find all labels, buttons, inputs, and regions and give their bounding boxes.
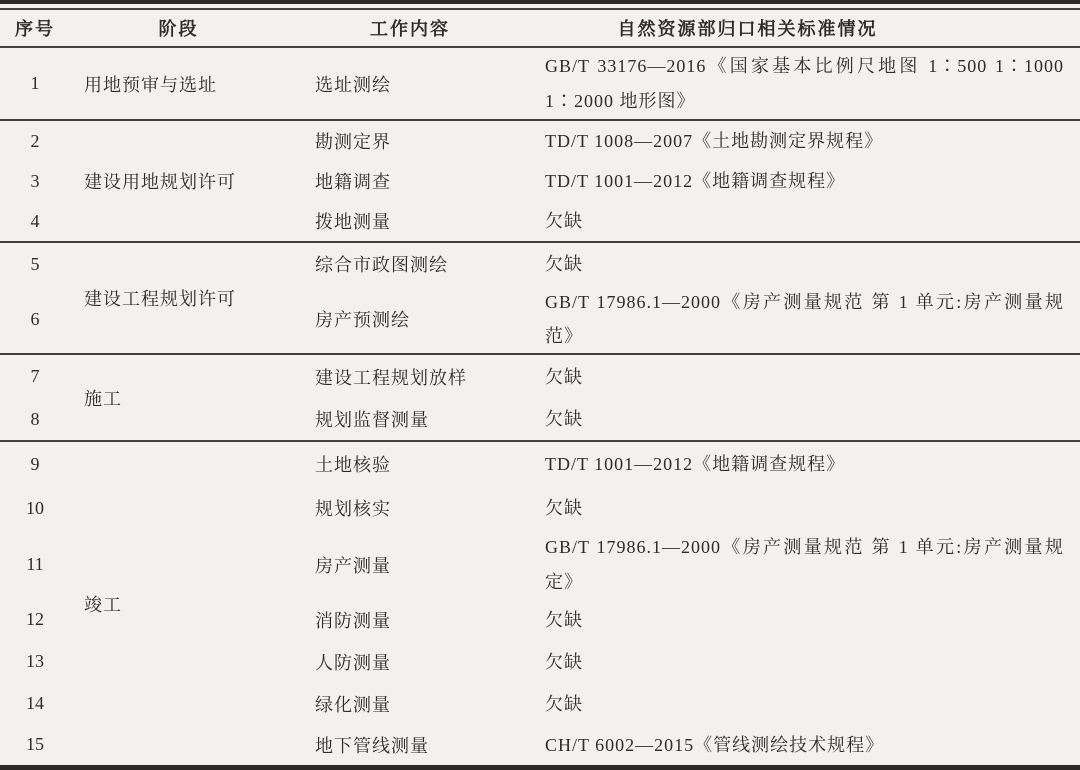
table-row [0,354,1080,398]
work-cell: 勘测定界 [305,120,535,161]
standard-cell: GB/T 33176—2016《国家基本比例尺地图 1∶500 1∶1000 1∶2000 地形图》 [535,47,1080,120]
work-cell: 土地核验 [305,441,535,486]
standard-cell: 欠缺 [545,693,583,714]
row-no: 14 [26,693,44,714]
table-row [0,441,1080,486]
row-no: 13 [26,651,44,672]
work-cell: 拨地测量 [315,212,391,232]
row-no: 11 [26,554,44,575]
standard-cell: TD/T 1008—2007《土地勘测定界规程》 [535,120,1080,161]
work-cell: 人防测量 [315,652,391,673]
stage-cell: 建设工程规划许可 [70,242,305,354]
row-no: 3 [30,170,40,191]
column-header-no: 序号 [0,10,70,47]
work-cell: 消防测量 [315,610,391,631]
work-cell: 综合市政图测绘 [305,242,535,285]
work-cell: 选址测绘 [305,47,535,120]
standard-cell: TD/T 1001—2012《地籍调查规程》 [545,170,846,191]
column-header-standard: 自然资源部归口相关标准情况 [535,10,1080,47]
work-cell: 房产测量 [315,555,391,576]
work-cell: 规划核实 [315,499,391,520]
standard-cell: 欠缺 [545,651,583,672]
row-no: 5 [0,242,70,285]
standard-cell: 欠缺 [545,609,583,630]
column-header-work: 工作内容 [305,10,535,47]
stage-cell: 竣工 [70,441,305,767]
standard-cell: GB/T 17986.1—2000《房产测量规范 第 1 单元:房产测量规范》 [545,292,1064,347]
row-no: 10 [26,497,44,518]
standard-cell: 欠缺 [535,242,1080,285]
table-row [0,242,1080,285]
row-no: 2 [0,120,70,161]
header-row [0,10,1080,47]
table-row [0,120,1080,161]
stage-cell: 施工 [70,354,305,441]
standard-cell: 欠缺 [545,498,583,519]
standard-cell: GB/T 17986.1—2000《房产测量规范 第 1 单元:房产测量规定》 [545,537,1064,592]
work-cell: 建设工程规划放样 [305,354,535,398]
row-no: 7 [0,354,70,398]
work-cell: 房产预测绘 [315,310,410,331]
row-no: 1 [0,47,70,120]
standard-cell: 欠缺 [535,354,1080,398]
standard-cell: 欠缺 [545,210,583,231]
standard-cell: 欠缺 [545,409,583,430]
row-no: 6 [30,308,40,329]
column-header-stage: 阶段 [70,10,305,47]
table-row [0,47,1080,120]
work-cell: 规划监督测量 [315,410,429,431]
row-no: 15 [26,734,44,755]
stage-cell: 用地预审与选址 [70,47,305,120]
standard-cell: CH/T 6002—2015《管线测绘技术规程》 [545,734,885,755]
row-no: 9 [0,441,70,486]
row-no: 8 [30,408,40,429]
work-cell: 地下管线测量 [315,735,429,756]
standards-table [0,10,1080,770]
work-cell: 绿化测量 [315,694,391,715]
work-cell: 地籍调查 [315,172,391,192]
standard-cell: TD/T 1001—2012《地籍调查规程》 [535,441,1080,486]
stage-cell: 建设用地规划许可 [70,120,305,242]
row-no: 4 [30,210,40,231]
row-no: 12 [26,609,44,630]
